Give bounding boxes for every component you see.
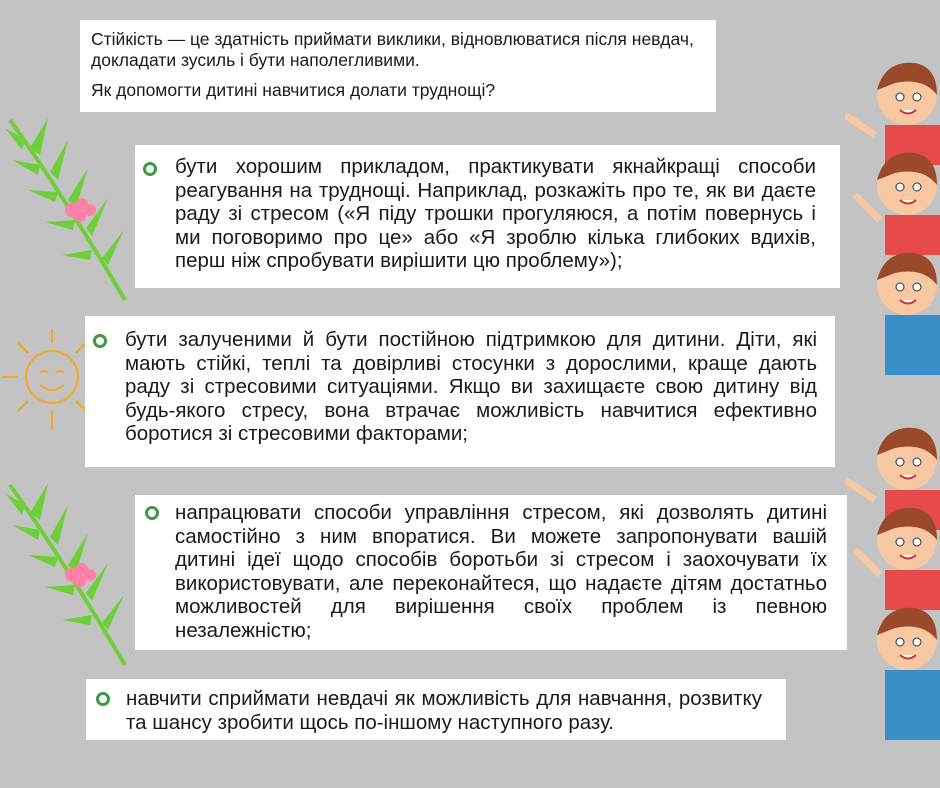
bullet-icon bbox=[143, 162, 157, 176]
tip-text: бути залученими й бути постійною підтримкою для дитини. Діти, які мають стійкі, теплі та довірливі стосунки з дорослими, краще дають раду зі стресовими ситуаціями. Якщо ви захищаєте свою дитину від будь-якого стресу, вона втрачає можливість навчитися ефективно боротися зі стресовими факторами; bbox=[125, 328, 817, 446]
cartoon-kids-icon bbox=[845, 420, 940, 740]
tip-card bbox=[85, 316, 835, 467]
bullet-icon bbox=[145, 506, 159, 520]
leaf-branch-icon bbox=[0, 110, 135, 310]
tip-card bbox=[86, 679, 786, 740]
tip-card bbox=[135, 495, 847, 650]
tip-text: бути хорошим прикладом, практикувати якнайкращі способи реагування на труднощі. Наприклад, розкажіть про те, як ви даєте раду зі стресом («Я піду трошки прогуляюся, а потім повернусь і ми поговоримо про це» або «Я зроблю кілька глибоких вдихів, перш ніж спробувати вирішити цю проблему»); bbox=[175, 155, 816, 273]
tip-text: навчити сприймати невдачі як можливість для навчання, розвитку та шансу зробити щось по-іншому наступного разу. bbox=[126, 687, 762, 734]
leaf-branch-icon bbox=[0, 475, 135, 675]
resilience-definition: Стійкість — це здатність приймати виклики, відновлюватися після невдач, докладати зусиль і бути наполегливими. bbox=[91, 29, 694, 70]
intro-question: Як допомогти дитині навчитися долати труднощі? bbox=[91, 80, 496, 100]
bullet-icon bbox=[93, 334, 107, 348]
tip-card bbox=[135, 145, 840, 288]
cartoon-kids-icon bbox=[845, 55, 940, 375]
bullet-icon bbox=[96, 692, 110, 706]
tip-text: напрацювати способи управління стресом, які дозволять дитині самостійно з ним впоратися. Ви можете запропонувати вашій дитині ідеї щодо способів боротьби зі стресом і заохочувати їх використовувати, але переконайтеся, що надаєте дітям достатньо можливостей для вирішення своїх проблем із певною незалежністю; bbox=[175, 501, 827, 642]
intro-card bbox=[80, 20, 716, 112]
